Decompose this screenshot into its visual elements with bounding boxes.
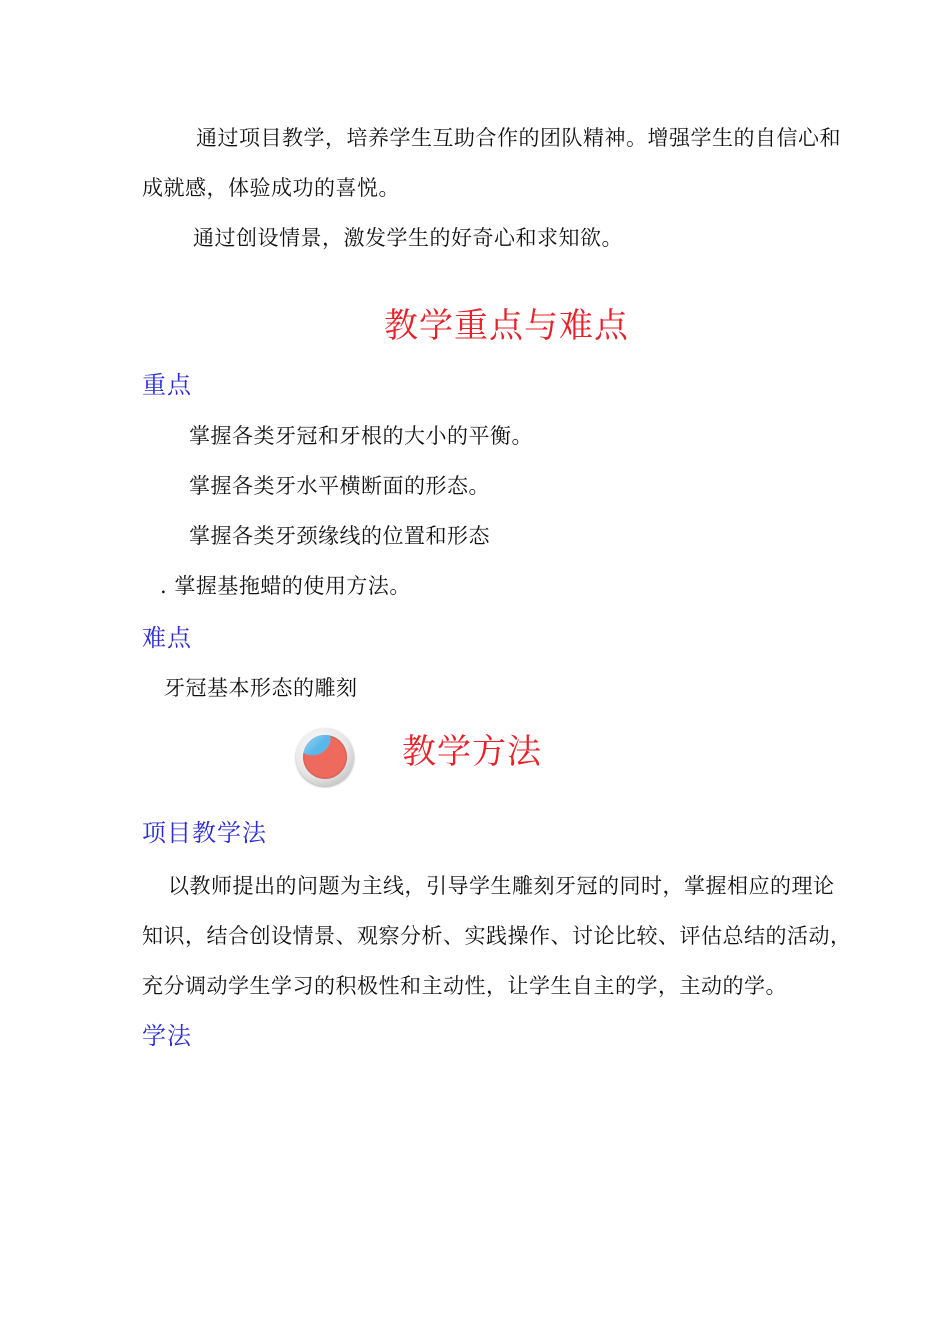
heading-key-points: 教学重点与难点 xyxy=(384,306,629,346)
difficulty-item: 牙冠基本形态的雕刻 xyxy=(164,676,358,700)
project-method-line: 知识，结合创设情景、观察分析、实践操作、讨论比较、评估总结的活动， xyxy=(142,924,852,948)
heading-teaching-methods: 教学方法 xyxy=(402,732,542,772)
project-method-line: 充分调动学生学习的积极性和主动性，让学生自主的学，主动的学。 xyxy=(142,974,787,998)
orb-icon-highlight xyxy=(303,735,336,761)
focus-item: 掌握各类牙冠和牙根的大小的平衡。 xyxy=(189,424,533,448)
label-focus: 重点 xyxy=(142,371,192,399)
label-difficulty: 难点 xyxy=(142,624,192,652)
focus-item: 掌握各类牙颈缘线的位置和形态 xyxy=(189,524,490,548)
orb-icon-inner xyxy=(303,735,347,779)
paragraph-curiosity: 通过创设情景，激发学生的好奇心和求知欲。 xyxy=(193,226,623,250)
focus-item: 掌握各类牙水平横断面的形态。 xyxy=(189,474,490,498)
project-method-line: 以教师提出的问题为主线，引导学生雕刻牙冠的同时，掌握相应的理论 xyxy=(168,874,835,898)
focus-item: . 掌握基拖蜡的使用方法。 xyxy=(160,574,411,598)
label-study-method: 学法 xyxy=(142,1022,192,1050)
label-project-method: 项目教学法 xyxy=(142,819,267,847)
paragraph-teamwork-line-1: 通过项目教学，培养学生互助合作的团队精神。增强学生的自信心和 xyxy=(196,126,841,150)
paragraph-teamwork-line-2: 成就感，体验成功的喜悦。 xyxy=(142,176,400,200)
orb-icon xyxy=(296,728,354,786)
